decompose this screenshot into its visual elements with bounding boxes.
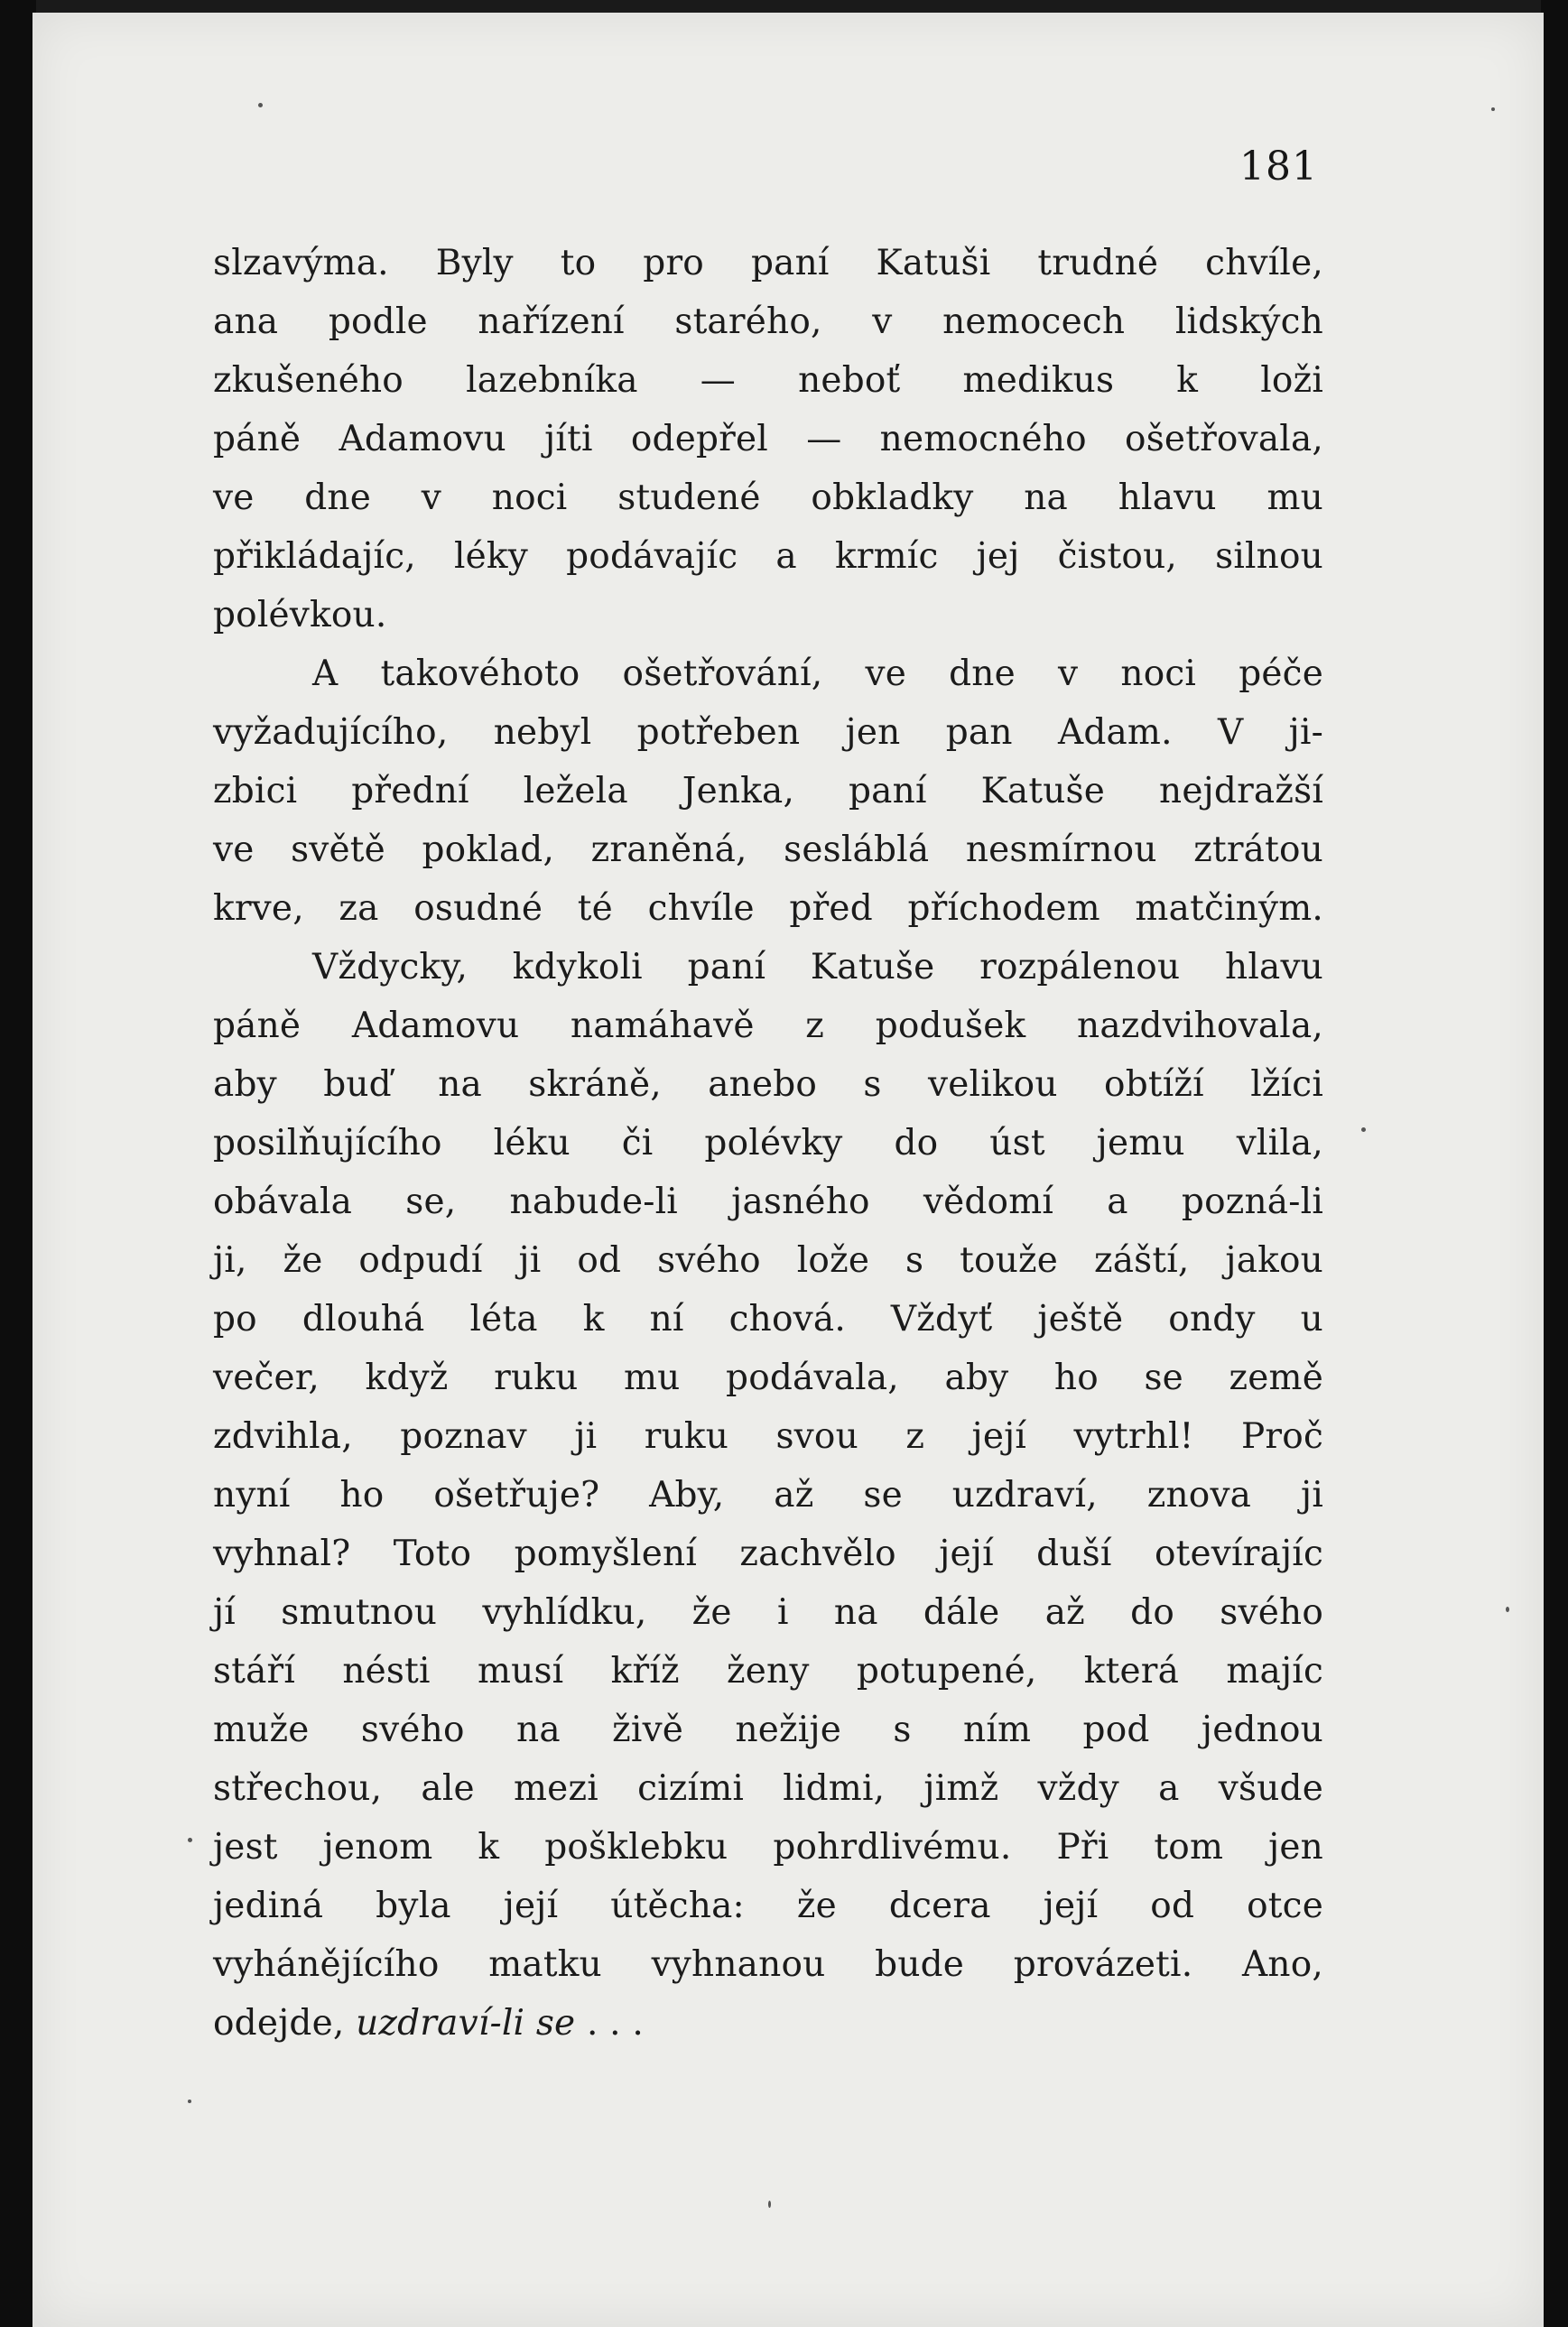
body-text [213, 234, 1323, 2053]
scan-speck [188, 2100, 191, 2103]
scan-speck [1491, 107, 1495, 111]
closing-italic: uzdraví-li se [356, 2003, 576, 2044]
text-line: Vždycky, kdykoli paní Katuše rozpálenou hlavu [312, 947, 1323, 987]
text-line: posilňujícího léku či polévky do úst jemu vlila, [213, 1123, 1323, 1164]
text-line: vyhánějícího matku vyhnanou bude provázeti. Ano, [213, 1944, 1323, 1985]
text-line: páně Adamovu jíti odepřel — nemocného ošetřovala, [213, 419, 1323, 459]
text-line: nyní ho ošetřuje? Aby, až se uzdraví, znova ji [213, 1475, 1323, 1516]
text-line: stáří nésti musí kříž ženy potupené, která majíc [213, 1651, 1323, 1692]
closing-line [213, 1994, 1323, 2053]
text-line: jediná byla její útěcha: že dcera její od otce [213, 1886, 1323, 1926]
text-line: ji, že odpudí ji od svého lože s touže záští, jakou [213, 1240, 1323, 1281]
text-line: střechou, ale mezi cizími lidmi, jimž vždy a všude [213, 1768, 1323, 1809]
text-line: A takovéhoto ošetřování, ve dne v noci péče [312, 654, 1323, 694]
text-line: večer, když ruku mu podávala, aby ho se země [213, 1358, 1323, 1398]
text-line: jest jenom k pošklebku pohrdlivému. Při tom jen [213, 1827, 1323, 1868]
text-line: po dlouhá léta k ní chová. Vždyť ještě ondy u [213, 1299, 1323, 1340]
scan-speck [188, 1838, 192, 1842]
text-line: zkušeného lazebníka — neboť medikus k loži [213, 360, 1323, 401]
scan-speck [1361, 1127, 1366, 1132]
scan-border-left [0, 0, 36, 2327]
text-line: ana podle nařízení starého, v nemocech lidských [213, 301, 1323, 342]
text-line: polévkou. [213, 595, 387, 635]
scan-speck [768, 2201, 771, 2208]
book-page [32, 13, 1544, 2327]
page-number: 181 [1239, 144, 1318, 190]
text-line: aby buď na skráně, anebo s velikou obtíží lžíci [213, 1064, 1323, 1105]
closing-lead: odejde, [213, 2003, 345, 2044]
text-line: zbici přední ležela Jenka, paní Katuše nejdražší [213, 771, 1323, 811]
text-line: ve dne v noci studené obkladky na hlavu mu [213, 477, 1323, 518]
text-line: vyžadujícího, nebyl potřeben jen pan Adam. V ji- [213, 712, 1323, 753]
scan-speck [1506, 1607, 1509, 1612]
text-line: ve světě poklad, zraněná, sesláblá nesmírnou ztrátou [213, 830, 1323, 870]
text-line: slzavýma. Byly to pro paní Katuši trudné chvíle, [213, 243, 1323, 283]
scan-speck [258, 103, 263, 107]
text-line: přikládajíc, léky podávajíc a krmíc jej čistou, silnou [213, 536, 1323, 577]
text-line: muže svého na živě nežije s ním pod jednou [213, 1710, 1323, 1750]
text-line: krve, za osudné té chvíle před příchodem matčiným. [213, 888, 1323, 929]
scan-border-right [1541, 0, 1568, 2327]
text-line: obávala se, nabude-li jasného vědomí a pozná-li [213, 1182, 1323, 1222]
text-line: páně Adamovu namáhavě z podušek nazdvihovala, [213, 1006, 1323, 1046]
text-line: zdvihla, poznav ji ruku svou z její vytrhl! Proč [213, 1416, 1323, 1457]
closing-trail: . . . [586, 2003, 644, 2044]
text-line: vyhnal? Toto pomyšlení zachvělo její duší otevírajíc [213, 1534, 1323, 1574]
text-line: jí smutnou vyhlídku, že i na dále až do svého [213, 1592, 1323, 1633]
